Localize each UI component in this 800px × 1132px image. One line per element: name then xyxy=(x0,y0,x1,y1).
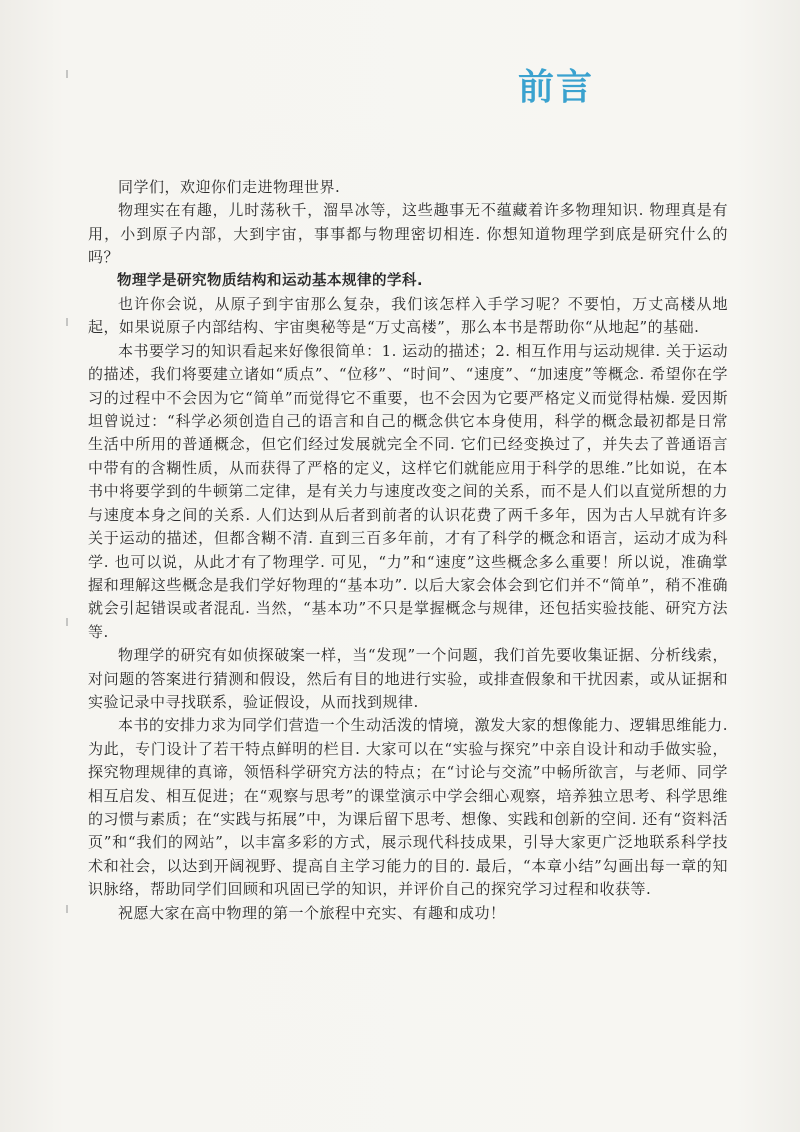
paragraph: 也许你会说，从原子到宇宙那么复杂，我们该怎样入手学习呢？不要怕，万丈高楼从地起，如果说原子内部结构、宇宙奥秘等是“万丈高楼”，那么本书是帮助你“从地起”的基础. xyxy=(88,295,728,337)
page-title: 前言 xyxy=(518,67,595,108)
scan-mark xyxy=(66,318,68,326)
scan-mark xyxy=(66,618,68,626)
paragraph: 本书的安排力求为同学们营造一个生动活泼的情境，激发大家的想像能力、逻辑思维能力. 为此，专门设计了若干特点鲜明的栏目. 大家可以在“实验与探究”中亲自设计和动手做实验，探究物理规律的真谛，领悟科学研究方法的特点；在“讨论与交流”中畅所欲言，与老师、同学相互启发、相互促进；在“观察与思考”的课堂演示中学会细心观察，培养独立思考、科学思维的习惯与素质；在“实践与拓展”中，为课后留下思考、想像、实践和创新的空间. 还有“资料活页”和“我们的网站”，以丰富多彩的方式，展示现代科技成果，引导大家更广泛地联系科学技术和社会，以达到开阔视野、提高自主学习能力的目的. 最后，“本章小结”勾画出每一章的知识脉络，帮助同学们回顾和巩固已学的知识，并评价自己的探究学习过程和收获等. xyxy=(88,716,728,899)
paragraph: 同学们，欢迎你们走进物理世界. xyxy=(118,178,341,196)
bold-paragraph: 物理学是研究物质结构和运动基本规律的学科. xyxy=(117,272,424,289)
paragraph: 物理学的研究有如侦探破案一样，当“发现”一个问题，我们首先要收集证据、分析线索，对问题的答案进行猜测和假设，然后有目的地进行实验，或排查假象和干扰因素，或从证据和实验记录中寻找联系，验证假设，从而找到规律. xyxy=(88,646,728,711)
paragraph: 祝愿大家在高中物理的第一个旅程中充实、有趣和成功！ xyxy=(118,903,506,922)
paragraph: 物理实在有趣，儿时荡秋千，溜旱冰等，这些趣事无不蕴藏着许多物理知识. 物理真是有用，小到原子内部，大到宇宙，事事都与物理密切相连. 你想知道物理学到底是研究什么的吗？ xyxy=(88,201,728,267)
scan-mark xyxy=(66,905,68,913)
paragraph: 本书要学习的知识看起来好像很简单：1. 运动的描述；2. 相互作用与运动规律. 关于运动的描述，我们将要建立诸如“质点”、“位移”、“时间”、“速度”、“加速度”等概念. 希望你在学习的过程中不会因为它“简单”而觉得它不重要，也不会因为它要严格定义而觉得枯燥. 爱因斯坦曾说过：“科学必须创造自己的语言和自己的概念供它本身使用，科学的概念最初都是日常生活中所用的普通概念，但它们经过发展就完全不同. 它们已经变换过了，并失去了普通语言中带有的含糊性质，从而获得了严格的定义，这样它们就能应用于科学的思维.”比如说，在本书中将要学到的牛顿第二定律，是有关力与速度改变之间的关系，而不是人们以直觉所想的力与速度本身之间的关系. 人们达到从后者到前者的认识花费了两千多年，因为古人早就有许多关于运动的描述，但都含糊不清. 直到三百多年前，才有了科学的概念和语言，运动才成为科学. 也可以说，从此才有了物理学. 可见，“力”和“速度”这些概念多么重要！所以说，准确掌握和理解这些概念是我们学好物理的“基本功”. 以后大家会体会到它们并不“简单”，稍不准确就会引起错误或者混乱. 当然，“基本功”不只是掌握概念与规律，还包括实验技能、研究方法等. xyxy=(88,341,728,641)
preface-body xyxy=(88,176,728,925)
scan-mark xyxy=(66,70,68,78)
